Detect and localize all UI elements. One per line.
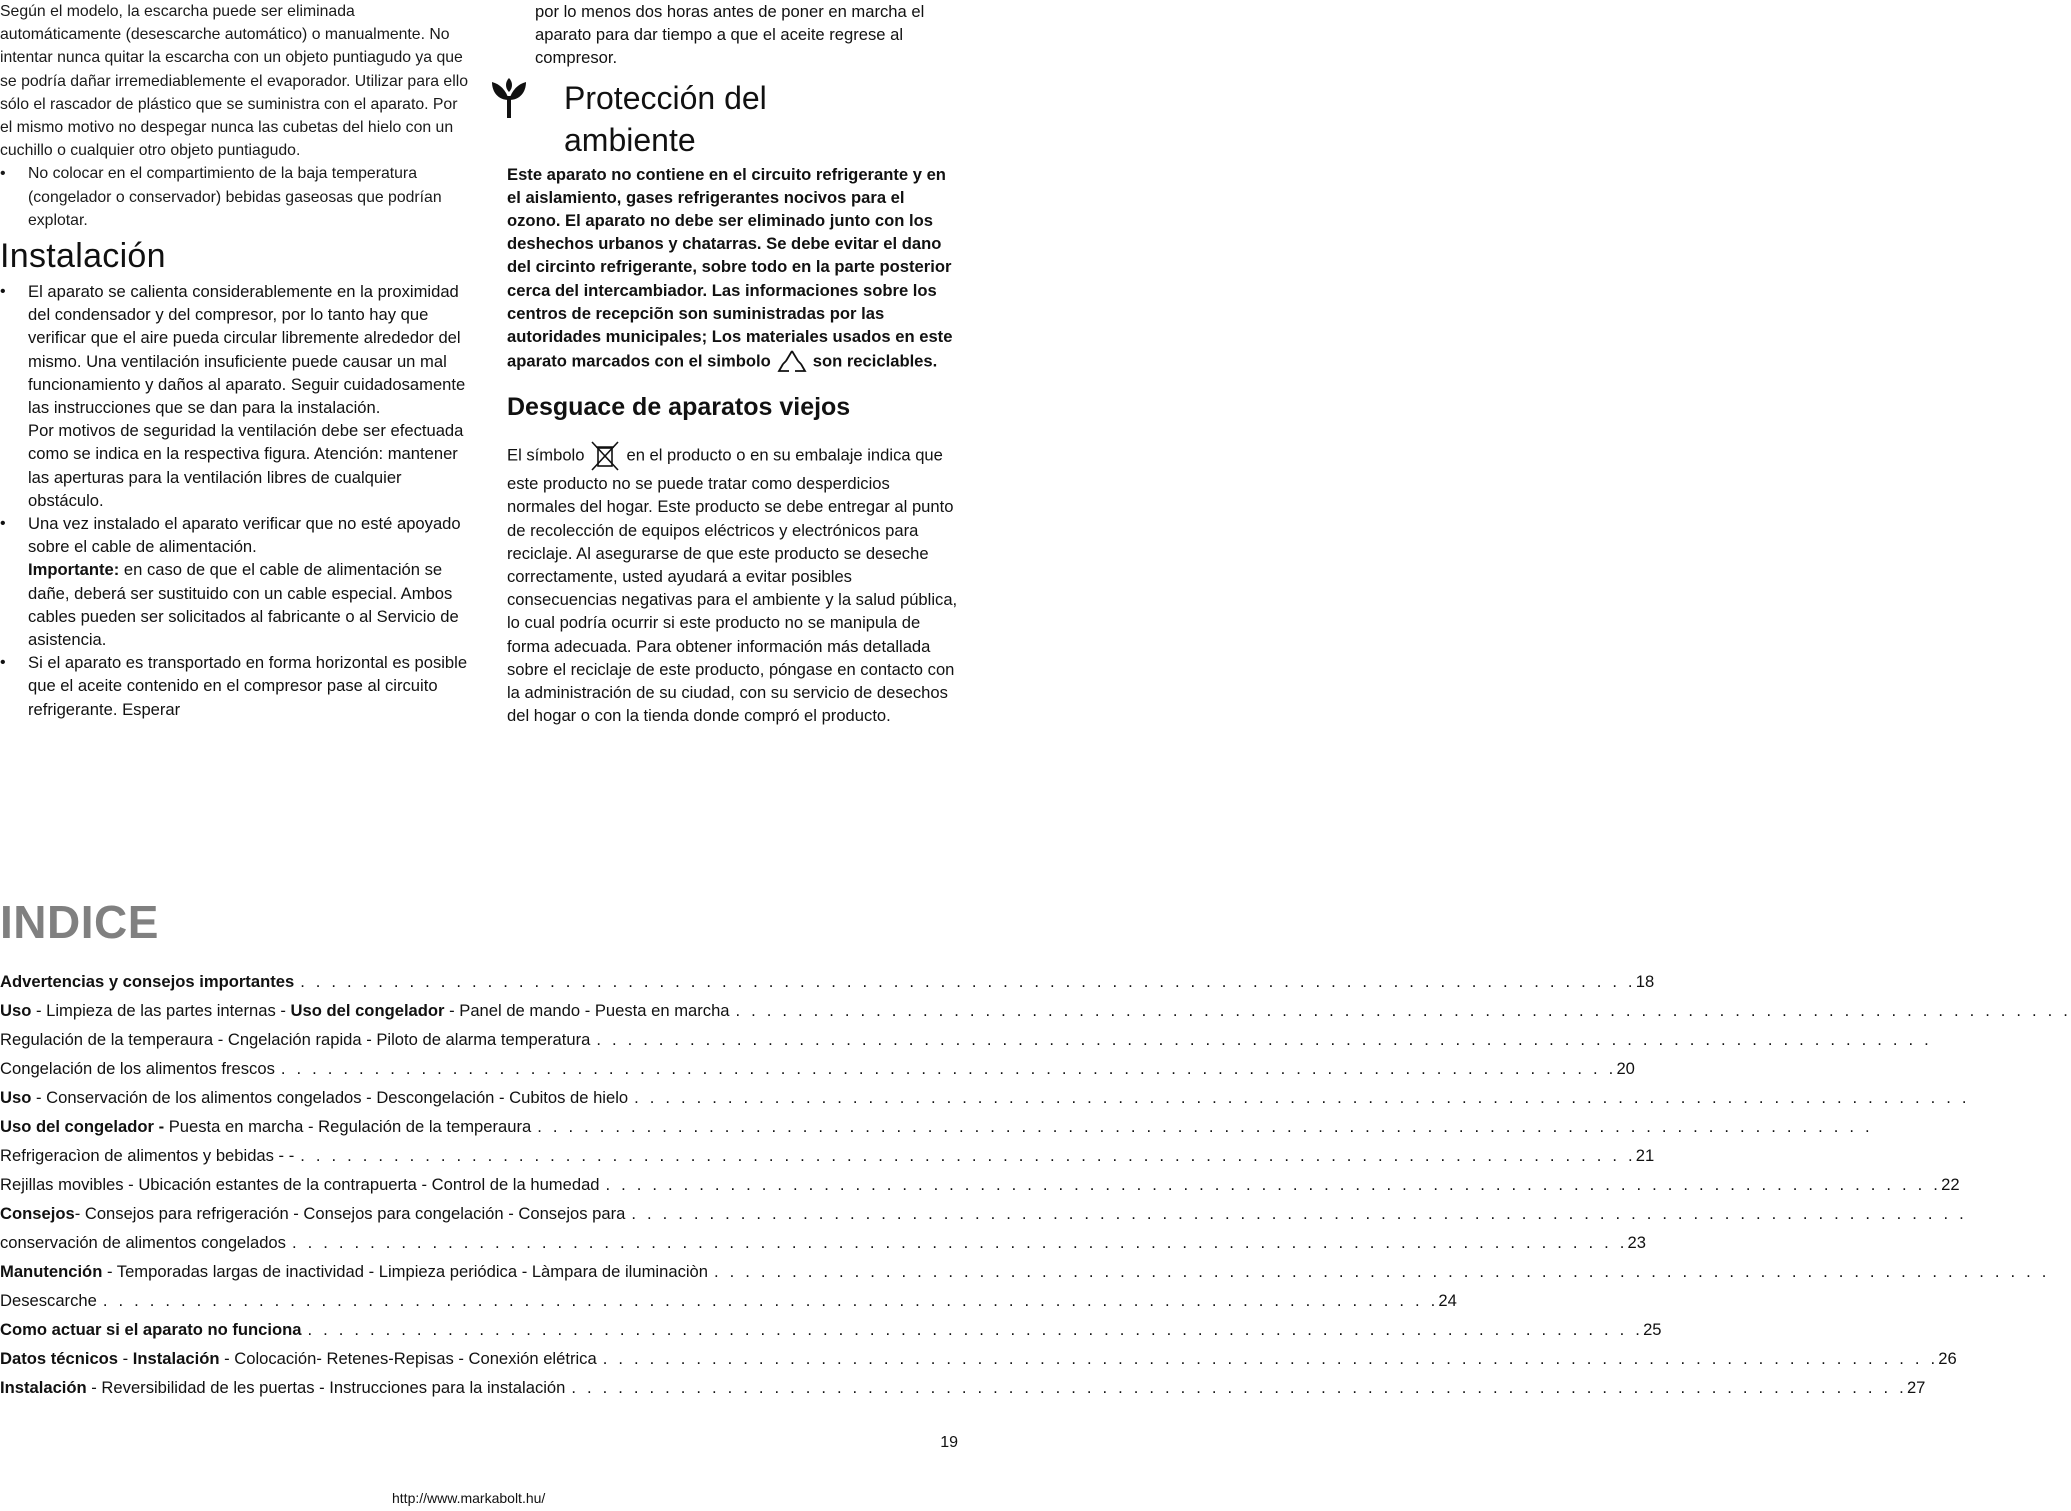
toc-entry-normal: Congelación de los alimentos frescos [0, 1059, 275, 1078]
crossed-out-bin-icon [588, 440, 622, 472]
footer-url: http://www.markabolt.hu/ [392, 1490, 546, 1506]
toc-page-number: 25 [1643, 1320, 1662, 1339]
toc-entry-normal: - Colocación- Retenes-Repisas - Conexión elétrica [219, 1349, 597, 1368]
toc-dot-leader: . . . . . . . . . . . . . . . . . . . . . . . . . . . . . . . . . . . . . . . . . . . . . . . . . . . . . . . . . . . . . . . . . . . . . . . . . . . . . . . . . . . . . . [300, 972, 1636, 991]
toc-dot-leader: . . . . . . . . . . . . . . . . . . . . . . . . . . . . . . . . . . . . . . . . . . . . . . . . . . . . . . . . . . . . . . . . . . . . . . . . . . . . . . . . . . . . . . [735, 1001, 2071, 1020]
environment-end: son reciclables. [812, 351, 938, 371]
toc-row [0, 1344, 1957, 1373]
toc-entry-normal: conservación de alimentos congelados [0, 1233, 286, 1252]
toc-entry-normal: - Reversibilidad de les puertas - Instrucciones para la instalación [86, 1378, 566, 1397]
environment-paragraph [507, 163, 960, 377]
toc-page-number: 23 [1627, 1233, 1646, 1252]
toc-row [0, 1112, 1873, 1141]
toc-dot-leader: . . . . . . . . . . . . . . . . . . . . . . . . . . . . . . . . . . . . . . . . . . . . . . . . . . . . . . . . . . . . . . . . . . . . . . . . . . . . . . . . . . . . . . [596, 1030, 1932, 1049]
toc-row [0, 1025, 1932, 1054]
importante-paragraph [0, 558, 470, 651]
transport-bullet: • Si el aparato es transportado en forma horizontal es posible que el aceite contenido en el compresor pase al circuito refrigerante. Esperar [0, 651, 470, 721]
heat-bullet: • El aparato se calienta considerablemente en la proximidad del condensador y del compresor, por lo tanto hay que verificar que el aire pueda circular libremente alrededor del mismo. Una ventilación insuficiente puede causar un mal funcionamiento y daños al aparato. Seguir cuidadosamente las instrucciones que se dan para la instalación. [0, 280, 470, 419]
toc-page-number: 24 [1438, 1291, 1457, 1310]
disposal-start: El símbolo [507, 445, 585, 465]
toc-entry-normal: Puesta en marcha - Regulación de la temperaura [164, 1117, 532, 1136]
toc-dot-leader: . . . . . . . . . . . . . . . . . . . . . . . . . . . . . . . . . . . . . . . . . . . . . . . . . . . . . . . . . . . . . . . . . . . . . . . . . . . . . . . . . . . . . . [307, 1320, 1644, 1339]
toc-entry-normal: - Consejos para refrigeración - Consejos para congelación - Consejos para [74, 1204, 626, 1223]
toc-entry-bold: Instalación [0, 1378, 87, 1397]
toc-entry-text [0, 1286, 97, 1315]
importante-text: en caso de que el cable de alimentación se dañe, deberá ser sustituido con un cable especial. Ambos cables pueden ser solicitados al fabricante o al Servicio de asistencia. [28, 560, 459, 650]
toc-row [0, 1170, 1960, 1199]
toc-entry-bold: Manutención [0, 1262, 103, 1281]
toc-dot-leader: . . . . . . . . . . . . . . . . . . . . . . . . . . . . . . . . . . . . . . . . . . . . . . . . . . . . . . . . . . . . . . . . . . . . . . . . . . . . . . . . . . . . . . [280, 1059, 1617, 1078]
heading-proteccion-line2: ambiente [564, 121, 696, 158]
toc-page-number: 20 [1616, 1059, 1635, 1078]
page-number: 19 [940, 1434, 958, 1451]
toc-entry-normal: - Conservación de los alimentos congelados - Descongelación - Cubitos de hielo [31, 1088, 629, 1107]
toc-dot-leader: . . . . . . . . . . . . . . . . . . . . . . . . . . . . . . . . . . . . . . . . . . . . . . . . . . . . . . . . . . . . . . . . . . . . . . . . . . . . . . . . . . . . . . [605, 1175, 1942, 1194]
toc-row [0, 1141, 1655, 1170]
table-of-contents [0, 967, 2071, 1402]
plant-protection-icon [488, 78, 530, 118]
toc-page-number: 27 [1906, 1378, 1926, 1397]
toc-row [0, 967, 1655, 996]
toc-entry-bold: Advertencias y consejos importantes [0, 972, 295, 991]
toc-entry-bold: Datos técnicos [0, 1349, 119, 1368]
heading-instalacion: Instalación [0, 237, 166, 276]
toc-entry-text [0, 1373, 565, 1402]
toc-row [0, 1373, 1926, 1402]
left-column [0, 0, 470, 721]
heading-proteccion-line1: Protección del [564, 79, 767, 116]
toc-dot-leader: . . . . . . . . . . . . . . . . . . . . . . . . . . . . . . . . . . . . . . . . . . . . . . . . . . . . . . . . . . . . . . . . . . . . . . . . . . . . . . . . . . . . . . [634, 1088, 1970, 1107]
toc-entry-bold: Uso del congelador - [0, 1117, 165, 1136]
toc-entry-normal: Desescarche [0, 1291, 97, 1310]
disposal-paragraph [507, 440, 960, 727]
toc-dot-leader: . . . . . . . . . . . . . . . . . . . . . . . . . . . . . . . . . . . . . . . . . . . . . . . . . . . . . . . . . . . . . . . . . . . . . . . . . . . . . . . . . . . . . . [631, 1204, 1967, 1223]
toc-entry-bold: Uso del congelador [290, 1001, 445, 1020]
toc-dot-leader: . . . . . . . . . . . . . . . . . . . . . . . . . . . . . . . . . . . . . . . . . . . . . . . . . . . . . . . . . . . . . . . . . . . . . . . . . . . . . . . . . . . . . . [571, 1378, 1907, 1397]
toc-entry-bold: Instalación [132, 1349, 220, 1368]
toc-entry-text [0, 1112, 531, 1141]
toc-entry-text [0, 1141, 294, 1170]
toc-row [0, 1083, 1970, 1112]
heading-desguace: Desguace de aparatos viejos [507, 393, 851, 422]
toc-entry-bold: Consejos [0, 1204, 75, 1223]
continuation-paragraph: por lo menos dos horas antes de poner en marcha el aparato para dar tiempo a que el aceite regrese al compresor. [535, 2, 925, 68]
toc-page-number: 26 [1938, 1349, 1957, 1368]
right-column [507, 0, 960, 727]
toc-row [0, 1054, 1635, 1083]
toc-entry-normal: Regulación de la temperaura - Cngelación rapida - Piloto de alarma temperatura [0, 1030, 591, 1049]
toc-entry-text [0, 1054, 275, 1083]
cable-bullet: • Una vez instalado el aparato verificar que no esté apoyado sobre el cable de alimentación. [0, 512, 470, 558]
toc-dot-leader: . . . . . . . . . . . . . . . . . . . . . . . . . . . . . . . . . . . . . . . . . . . . . . . . . . . . . . . . . . . . . . . . . . . . . . . . . . . . . . . . . . . . . . [300, 1146, 1636, 1165]
toc-entry-text [0, 996, 730, 1025]
toc-page-number: 21 [1635, 1146, 1655, 1165]
toc-entry-bold: Uso [0, 1088, 32, 1107]
toc-entry-text [0, 1170, 600, 1199]
toc-entry-text [0, 1083, 628, 1112]
toc-row [0, 1286, 1457, 1315]
recycle-icon [775, 348, 809, 376]
toc-entry-text [0, 1025, 590, 1054]
toc-entry-text [0, 1257, 708, 1286]
toc-entry-bold: Uso [0, 1001, 32, 1020]
toc-dot-leader: . . . . . . . . . . . . . . . . . . . . . . . . . . . . . . . . . . . . . . . . . . . . . . . . . . . . . . . . . . . . . . . . . . . . . . . . . . . . . . . . . . . . . . [602, 1349, 1939, 1368]
toc-dot-leader: . . . . . . . . . . . . . . . . . . . . . . . . . . . . . . . . . . . . . . . . . . . . . . . . . . . . . . . . . . . . . . . . . . . . . . . . . . . . . . . . . . . . . . [714, 1262, 2050, 1281]
defrost-paragraph: Según el modelo, la escarcha puede ser eliminada automáticamente (desescarche automático) o manualmente. No intentar nunca quitar la escarcha con un objeto puntiagudo ya que se podría dañar irremediablemente el evaporador. Utilizar para ello sólo el rascador de plástico que se suministra con el aparato. Por el mismo motivo no despegar nunca las cubetas del hielo con un cuchillo o cualquier otro objeto puntiagudo. [0, 3, 469, 160]
toc-entry-text [0, 1344, 597, 1373]
toc-entry-normal: Refrigeracìon de alimentos y bebidas - - [0, 1146, 295, 1165]
toc-entry-text [0, 967, 294, 996]
toc-entry-text [0, 1315, 302, 1344]
toc-row [0, 1257, 2050, 1286]
toc-page-number: 18 [1635, 972, 1655, 991]
toc-entry-bold: Como actuar si el aparato no funciona [0, 1320, 302, 1339]
toc-entry-normal: - Limpieza de las partes internas - [31, 1001, 291, 1020]
toc-dot-leader: . . . . . . . . . . . . . . . . . . . . . . . . . . . . . . . . . . . . . . . . . . . . . . . . . . . . . . . . . . . . . . . . . . . . . . . . . . . . . . . . . . . . . . [291, 1233, 1628, 1252]
toc-entry-normal: - Temporadas largas de inactividad - Limpieza periódica - Làmpara de iluminaciòn [102, 1262, 709, 1281]
environment-text: Este aparato no contiene en el circuito refrigerante y en el aislamiento, gases refrigerantes nocivos para el ozono. El aparato no debe ser eliminado junto con los deshechos urbanos y chatarras. Se debe evitar el dano del circinto refrigerante, sobre todo en la parte posterior cerca del intercambiador. Las informaciones sobre los centros de recepciõn son suministradas por las autoridades municipales; Los materiales usados en este aparato marcados con el simbolo [507, 164, 953, 371]
indice-title: INDICE [0, 896, 159, 948]
importante-label: Importante: [28, 560, 120, 580]
disposal-text: en el producto o en su embalaje indica que este producto no se puede tratar como desperdicios normales del hogar. Este producto se debe entregar al punto de recolección de equipos eléctricos y electrónicos para reciclaje. Al asegurarse de que este producto se deseche correctamente, usted ayudará a evitar posibles consecuencias negativas para el ambiente y la salud pública, lo cual podría ocurrir si este producto no se manipula de forma adecuada. Para obtener información más detallada sobre el reciclaje de este producto, póngase en contacto con la administración de su ciudad, con su servicio de desechos del hogar o con la tienda donde compró el producto. [507, 445, 958, 726]
toc-row [0, 1315, 1662, 1344]
toc-row [0, 996, 2071, 1025]
toc-row [0, 1228, 1646, 1257]
ventilation-paragraph: Por motivos de seguridad la ventilación debe ser efectuada como se indica en la respectiva figura. Atención: mantener las aperturas para la ventilación libres de cualquier obstáculo. [28, 421, 464, 510]
toc-row [0, 1199, 1967, 1228]
beverage-warning-bullet: • No colocar en el compartimiento de la baja temperatura (congelador o conservador) bebidas gaseosas que podrían explotar. [0, 162, 470, 232]
toc-entry-text [0, 1228, 286, 1257]
toc-page-number: 22 [1941, 1175, 1960, 1194]
toc-entry-text [0, 1199, 625, 1228]
toc-entry-normal: Rejillas movibles - Ubicación estantes de la contrapuerta - Control de la humedad [0, 1175, 600, 1194]
toc-entry-normal: - [118, 1349, 133, 1368]
toc-dot-leader: . . . . . . . . . . . . . . . . . . . . . . . . . . . . . . . . . . . . . . . . . . . . . . . . . . . . . . . . . . . . . . . . . . . . . . . . . . . . . . . . . . . . . . [537, 1117, 1873, 1136]
toc-entry-normal: - Panel de mando - Puesta en marcha [444, 1001, 730, 1020]
toc-dot-leader: . . . . . . . . . . . . . . . . . . . . . . . . . . . . . . . . . . . . . . . . . . . . . . . . . . . . . . . . . . . . . . . . . . . . . . . . . . . . . . . . . . . . . . [102, 1291, 1439, 1310]
